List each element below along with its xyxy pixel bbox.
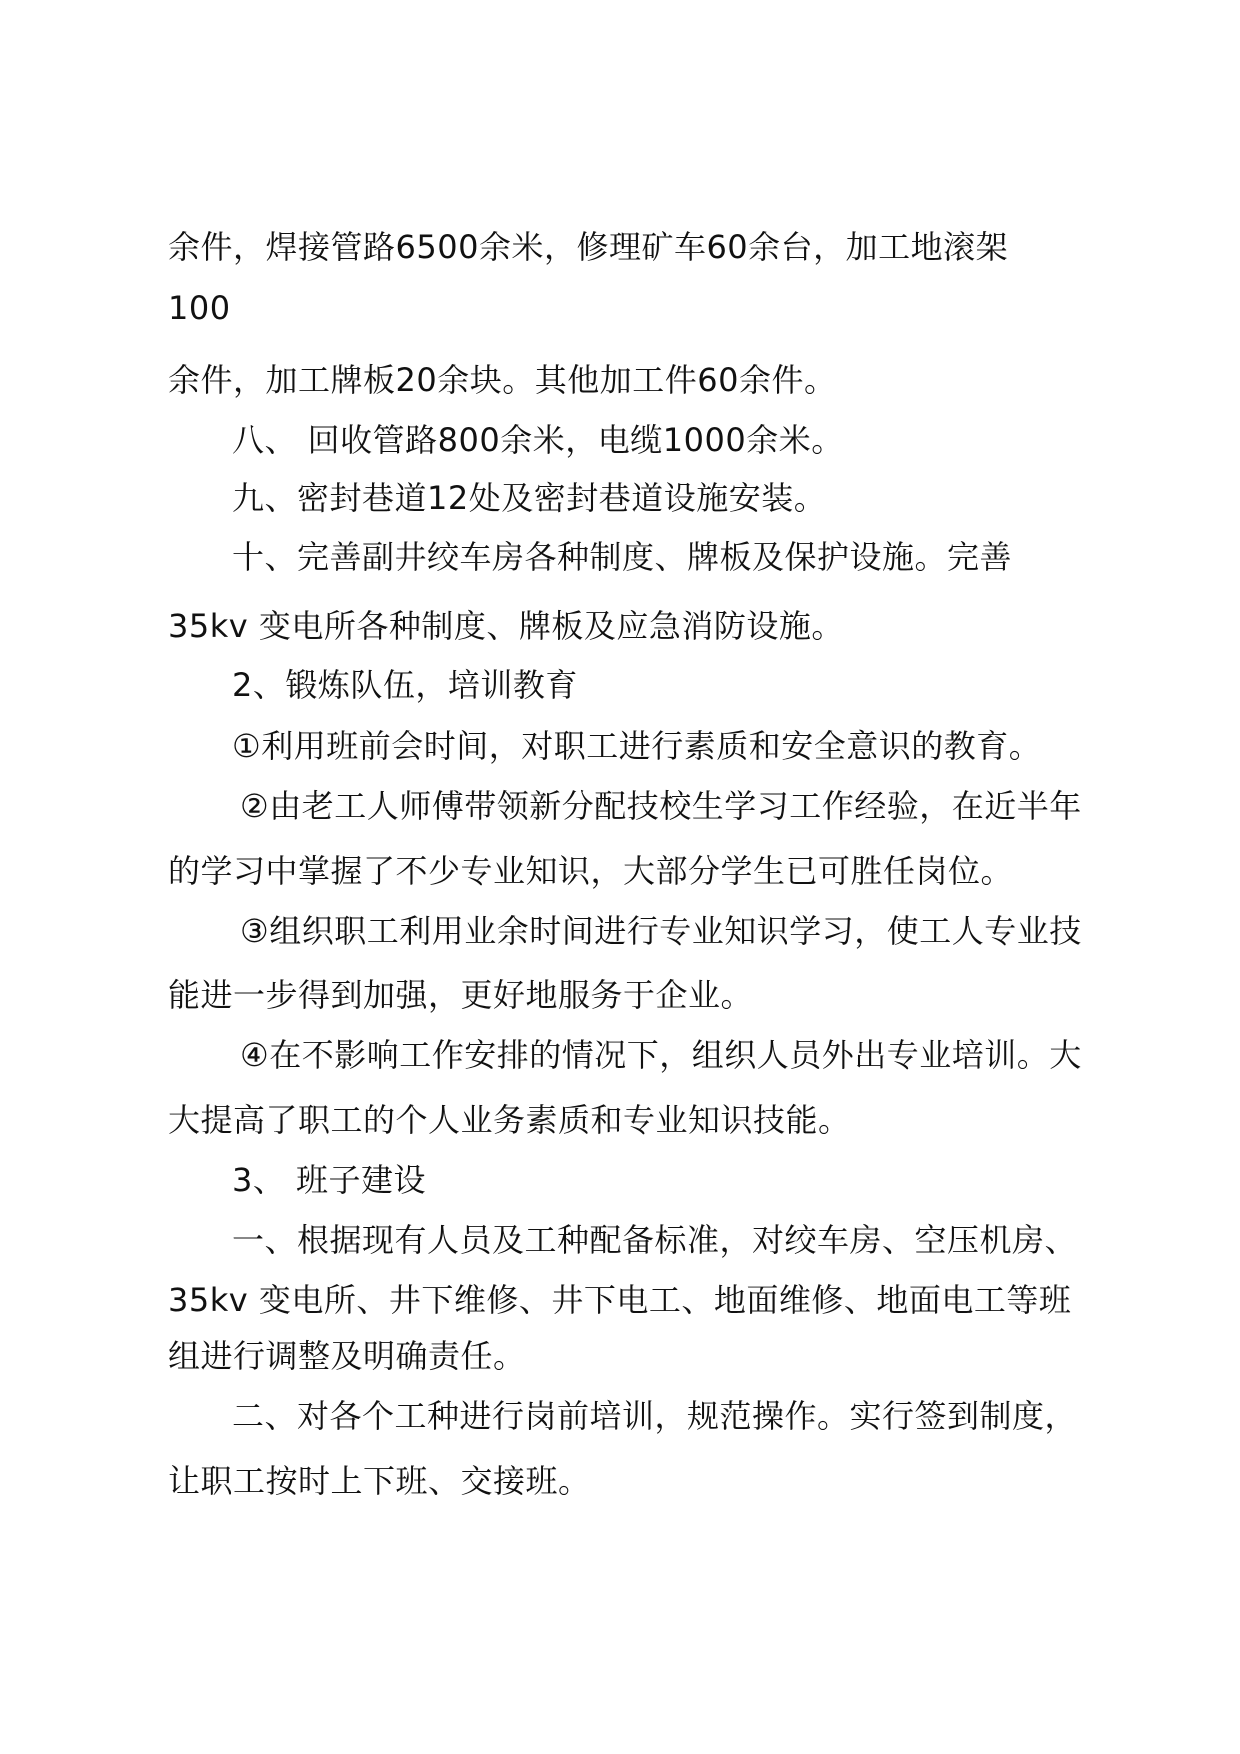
text-line: 组进行调整及明确责任。 [168,1337,526,1375]
text-line: 35kv 变电所、井下维修、井下电工、地面维修、地面电工等班 [168,1281,1072,1319]
text-line: 100 [168,289,231,327]
text-line: 九、密封巷道12处及密封巷道设施安装。 [232,479,827,517]
text-line: 的学习中掌握了不少专业知识，大部分学生已可胜任岗位。 [168,852,1014,890]
text-line: ④在不影响工作安排的情况下，组织人员外出专业培训。大 [240,1036,1082,1074]
text-line: ③组织职工利用业余时间进行专业知识学习，使工人专业技 [240,912,1082,950]
text-line: 大提高了职工的个人业务素质和专业知识技能。 [168,1101,851,1139]
text-line: 八、 回收管路800余米，电缆1000余米。 [232,421,844,459]
text-line: 十、完善副井绞车房各种制度、牌板及保护设施。完善 [232,538,1013,576]
text-line: ②由老工人师傅带领新分配技校生学习工作经验，在近半年 [240,787,1082,825]
text-line: 余件，焊接管路6500余米，修理矿车60余台，加工地滚架 [168,228,1009,266]
text-line: 能进一步得到加强，更好地服务于企业。 [168,976,754,1014]
text-line: 一、根据现有人员及工种配备标准，对绞车房、空压机房、 [232,1221,1078,1259]
text-line: 二、对各个工种进行岗前培训，规范操作。实行签到制度， [232,1397,1078,1435]
section-heading: 3、 班子建设 [232,1161,427,1199]
text-line: 余件，加工牌板20余块。其他加工件60余件。 [168,361,837,399]
text-line: 35kv 变电所各种制度、牌板及应急消防设施。 [168,607,844,645]
text-line: ①利用班前会时间，对职工进行素质和安全意识的教育。 [232,727,1042,765]
section-heading: 2、锻炼队伍，培训教育 [232,666,578,704]
text-line: 让职工按时上下班、交接班。 [168,1462,591,1500]
